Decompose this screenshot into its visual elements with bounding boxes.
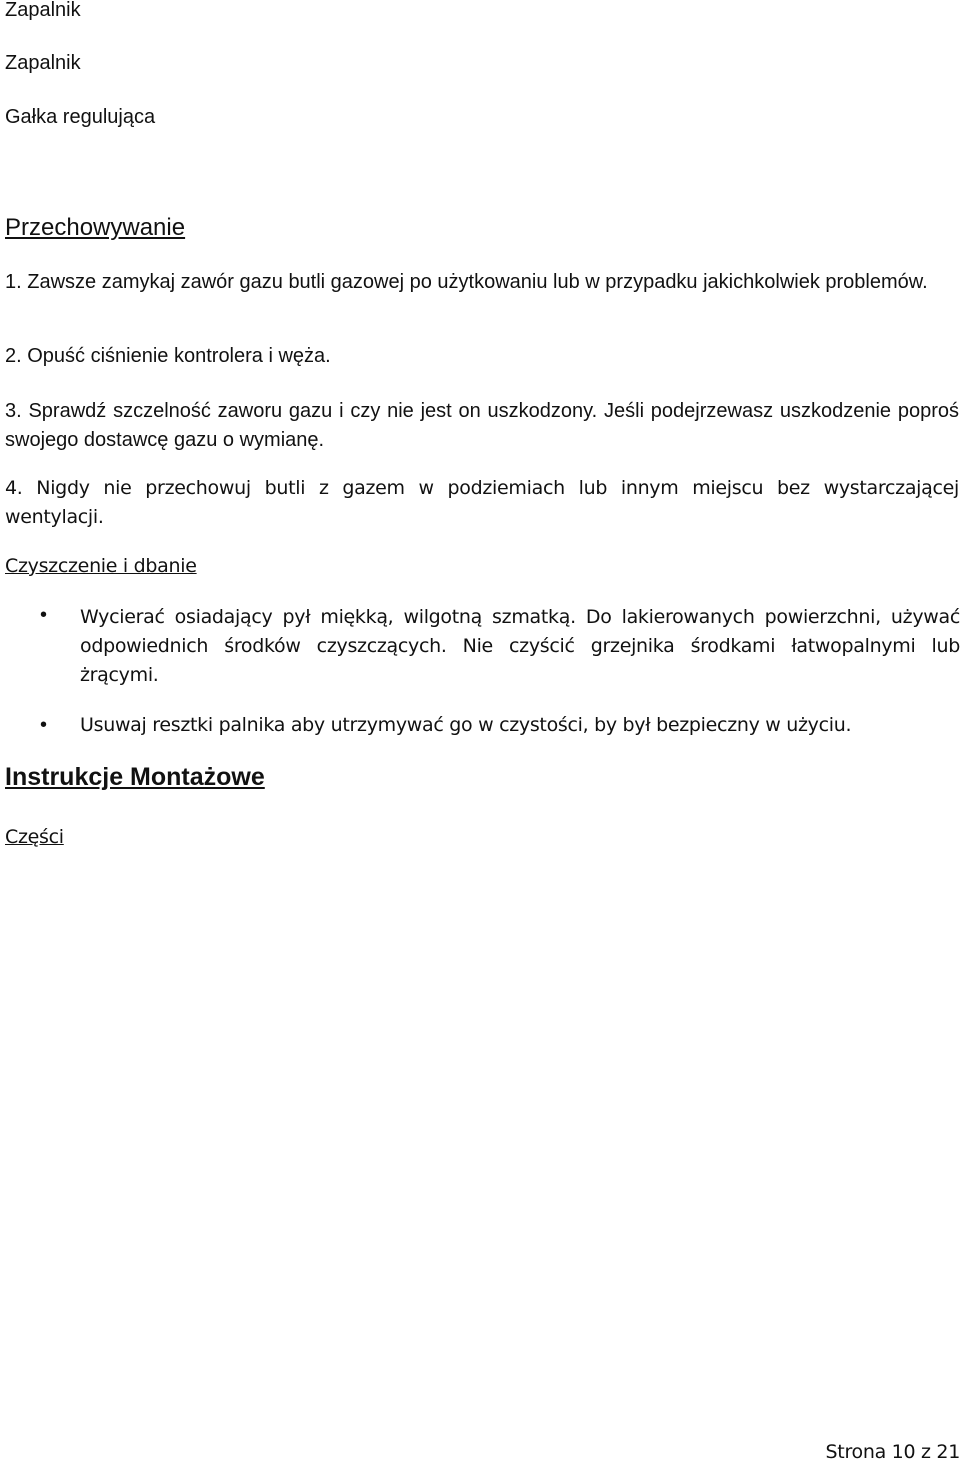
cleaning-bullet-1: Wycierać osiadający pył miękką, wilgotną szmatką. Do lakierowanych powierzchni, używać odpowiednich środków czyszczących. Nie czyścić grzejnika środkami łatwopalnymi lub żrącymi.: [80, 606, 960, 686]
storage-item-3: 3. Sprawdź szczelność zaworu gazu i czy nie jest on uszkodzony. Jeśli podejrzewasz uszkodzenie poproś swojego dostawcę gazu o wymianę.: [5, 400, 959, 451]
assembly-heading: Instrukcje Montażowe: [5, 763, 265, 791]
storage-item-1: 1. Zawsze zamykaj zawór gazu butli gazowej po użytkowaniu lub w przypadku jakichkolwiek problemów.: [5, 271, 928, 293]
cleaning-bullet-2: Usuwaj resztki palnika aby utrzymywać go w czystości, by był bezpieczny w użyciu.: [80, 714, 852, 736]
label-control-knob: Gałka regulująca: [5, 106, 156, 128]
parts-subheading: Części: [5, 826, 64, 848]
label-igniter-1: Zapalnik: [5, 0, 81, 21]
page-number: Strona 10 z 21: [825, 1441, 960, 1463]
storage-item-2: 2. Opuść ciśnienie kontrolera i węża.: [5, 345, 331, 367]
bullet-marker: •: [40, 714, 48, 736]
storage-heading: Przechowywanie: [5, 214, 186, 241]
bullet-marker: •: [40, 604, 48, 626]
cleaning-heading: Czyszczenie i dbanie: [5, 555, 197, 577]
label-igniter-2: Zapalnik: [5, 52, 81, 74]
storage-item-4: 4. Nigdy nie przechowuj butli z gazem w podziemiach lub innym miejscu bez wystarczającej wentylacji.: [5, 477, 959, 528]
